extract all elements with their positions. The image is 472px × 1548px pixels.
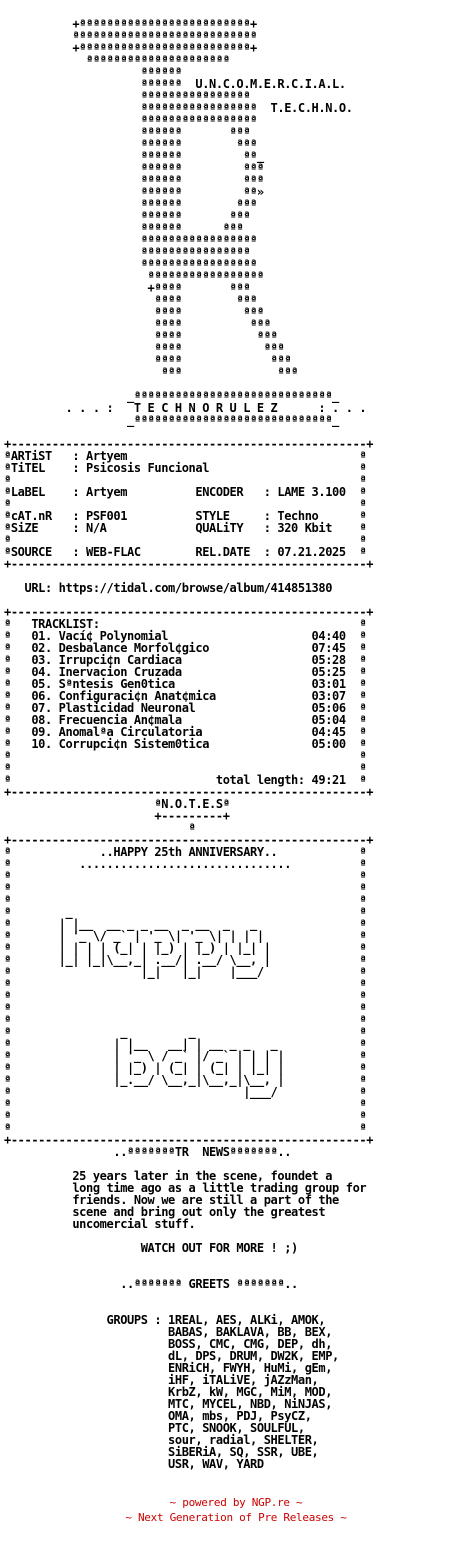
footer-tagline: ~ Next Generation of Pre Releases ~ xyxy=(125,1511,347,1524)
footer-powered-by: ~ powered by NGP.re ~ xyxy=(169,1496,303,1509)
nfo-text: +ªªªªªªªªªªªªªªªªªªªªªªªªª+ ªªªªªªªªªªªªªªªªªªªªªªªªªªª +ªªªªªªªªªªªªªªªªªªªªªªªªª+ ªªªªªªªªªªªªªªªªªªªªª ªªªªªª ªªªªªª U.N.C.O.M.E.R.C.I.A.L. ªªªªªªªªªªªªªªªª ªªªªªªªªªªªªªªªªª T.E.C.H.N.O. ªªªªªªªªªªªªªªªªª ªªªªªª ªªª ªªªªªª ªªª ªªªªªª ªª_ ªªªªªª ªªª ªªªªªª ªªª ªªªªªª ªª» ªªªªªª ªªª ªªªªªª ªªª ªªªªªª ªªª ªªªªªªªªªªªªªªªªª ªªªªªªªªªªªªªªªª ªªªªªªªªªªªªªªªªª ªªªªªªªªªªªªªªªªª +ªªªª ªªª ªªªª ªªª ªªªª ªªª ªªªª ªªª ªªªª ªªª ªªªª ªªª ªªªª ªªª ªªª ªªª _ªªªªªªªªªªªªªªªªªªªªªªªªªªªªª_ . . . : T E C H N O R U L E Z : . . . _ªªªªªªªªªªªªªªªªªªªªªªªªªªªªª_ +----------------------------------------------------+ ªARTiST : Artyem ª ªTiTEL : Psicosis Funcional ª ª ª ªLaBEL : Artyem ENCODER : LAME 3.100 ª ª ª ªcAT.nR : PSF001 STYLE : Techno ª ªSiZE : N/A QUALiTY : 320 Kbit ª ª ª ªSOURCE : WEB-FLAC REL.DATE : 07.21.2025 ª +----------------------------------------------------+ URL: https://tidal.com/browse/album/414851380 +----------------------------------------------------+ ª TRACKLIST: ª ª 01. Vací¢ Polynomial 04:40 ª ª 02. Desbalance Morfol¢gico 07:45 ª ª 03. Irrupci¢n Cardiaca 05:28 ª ª 04. Inervacion Cruzada 05:25 ª ª 05. Sªntesis Gen0tica 03:01 ª ª 06. Configuraci¢n Anat¢mica 03:07 ª ª 07. Plasticidad Neuronal 05:06 ª ª 08. Frecuencia An¢mala 05:04 ª ª 09. Anomalªa Circulatoria 04:45 ª ª 10. Corrupci¢n Sistem0tica 05:00 ª ª ª ª ª ª total length: 49:21 ª +----------------------------------------------------+ ªN.O.T.E.Sª +---------+ ª +----------------------------------------------------+ ª ..HAPPY 25th ANNIVERSARY.. ª ª ............................... ª ª ª ª ª ª ª ª _ ª ª | |__ __ _ _ __ _ __ _ _ ª ª | '_ \/ _` | '_ \| '_ \| | | | ª ª | | | | (_| | |_) | |_) | |_| | ª ª |_| |_|\__,_| .__/| .__/ \__, | ª ª |_| |_| |___/ ª ª ª ª ª ª ª ª ª ª _ _ ª ª | |__ __| | __ _ _ _ ª ª | '_ \ / _` |/ _` | | | | ª ª | |_) | (_| | (_| | |_| | ª ª |_.__/ \__,_|\__,_|\__, | ª ª |___/ ª ª ª ª ª ª ª +----------------------------------------------------+ ..ªªªªªªªTR NEWSªªªªªªª.. 25 years later in the scene, foundet a long time ago as a little trading group for friends. Now we are still a part of the scene and bring out only the greatest uncomercial stuff. WATCH OUT FOR MORE ! ;) ..ªªªªªªª GREETS ªªªªªªª.. GROUPS : 1REAL, AES, ALKi, AMOK, BABAS, BAKLAVA, BB, BEX, BOSS, CMC, CMG, DEP, dh, dL, DPS, DRUM, DW2K, EMP, ENRiCH, FWYH, HuMi, gEm, iHF, iTALiVE, jAZzMan, KrbZ, kW, MGC, MiM, MOD, MTC, MYCEL, NBD, NiNJAS, OMA, mbs, PDJ, PsyCZ, PTC, SNOOK, SOULFUL, sour, radial, SHELTER, SiBERiA, SQ, SSR, UBE, USR, WAV, YARD xyxy=(4,18,374,1471)
